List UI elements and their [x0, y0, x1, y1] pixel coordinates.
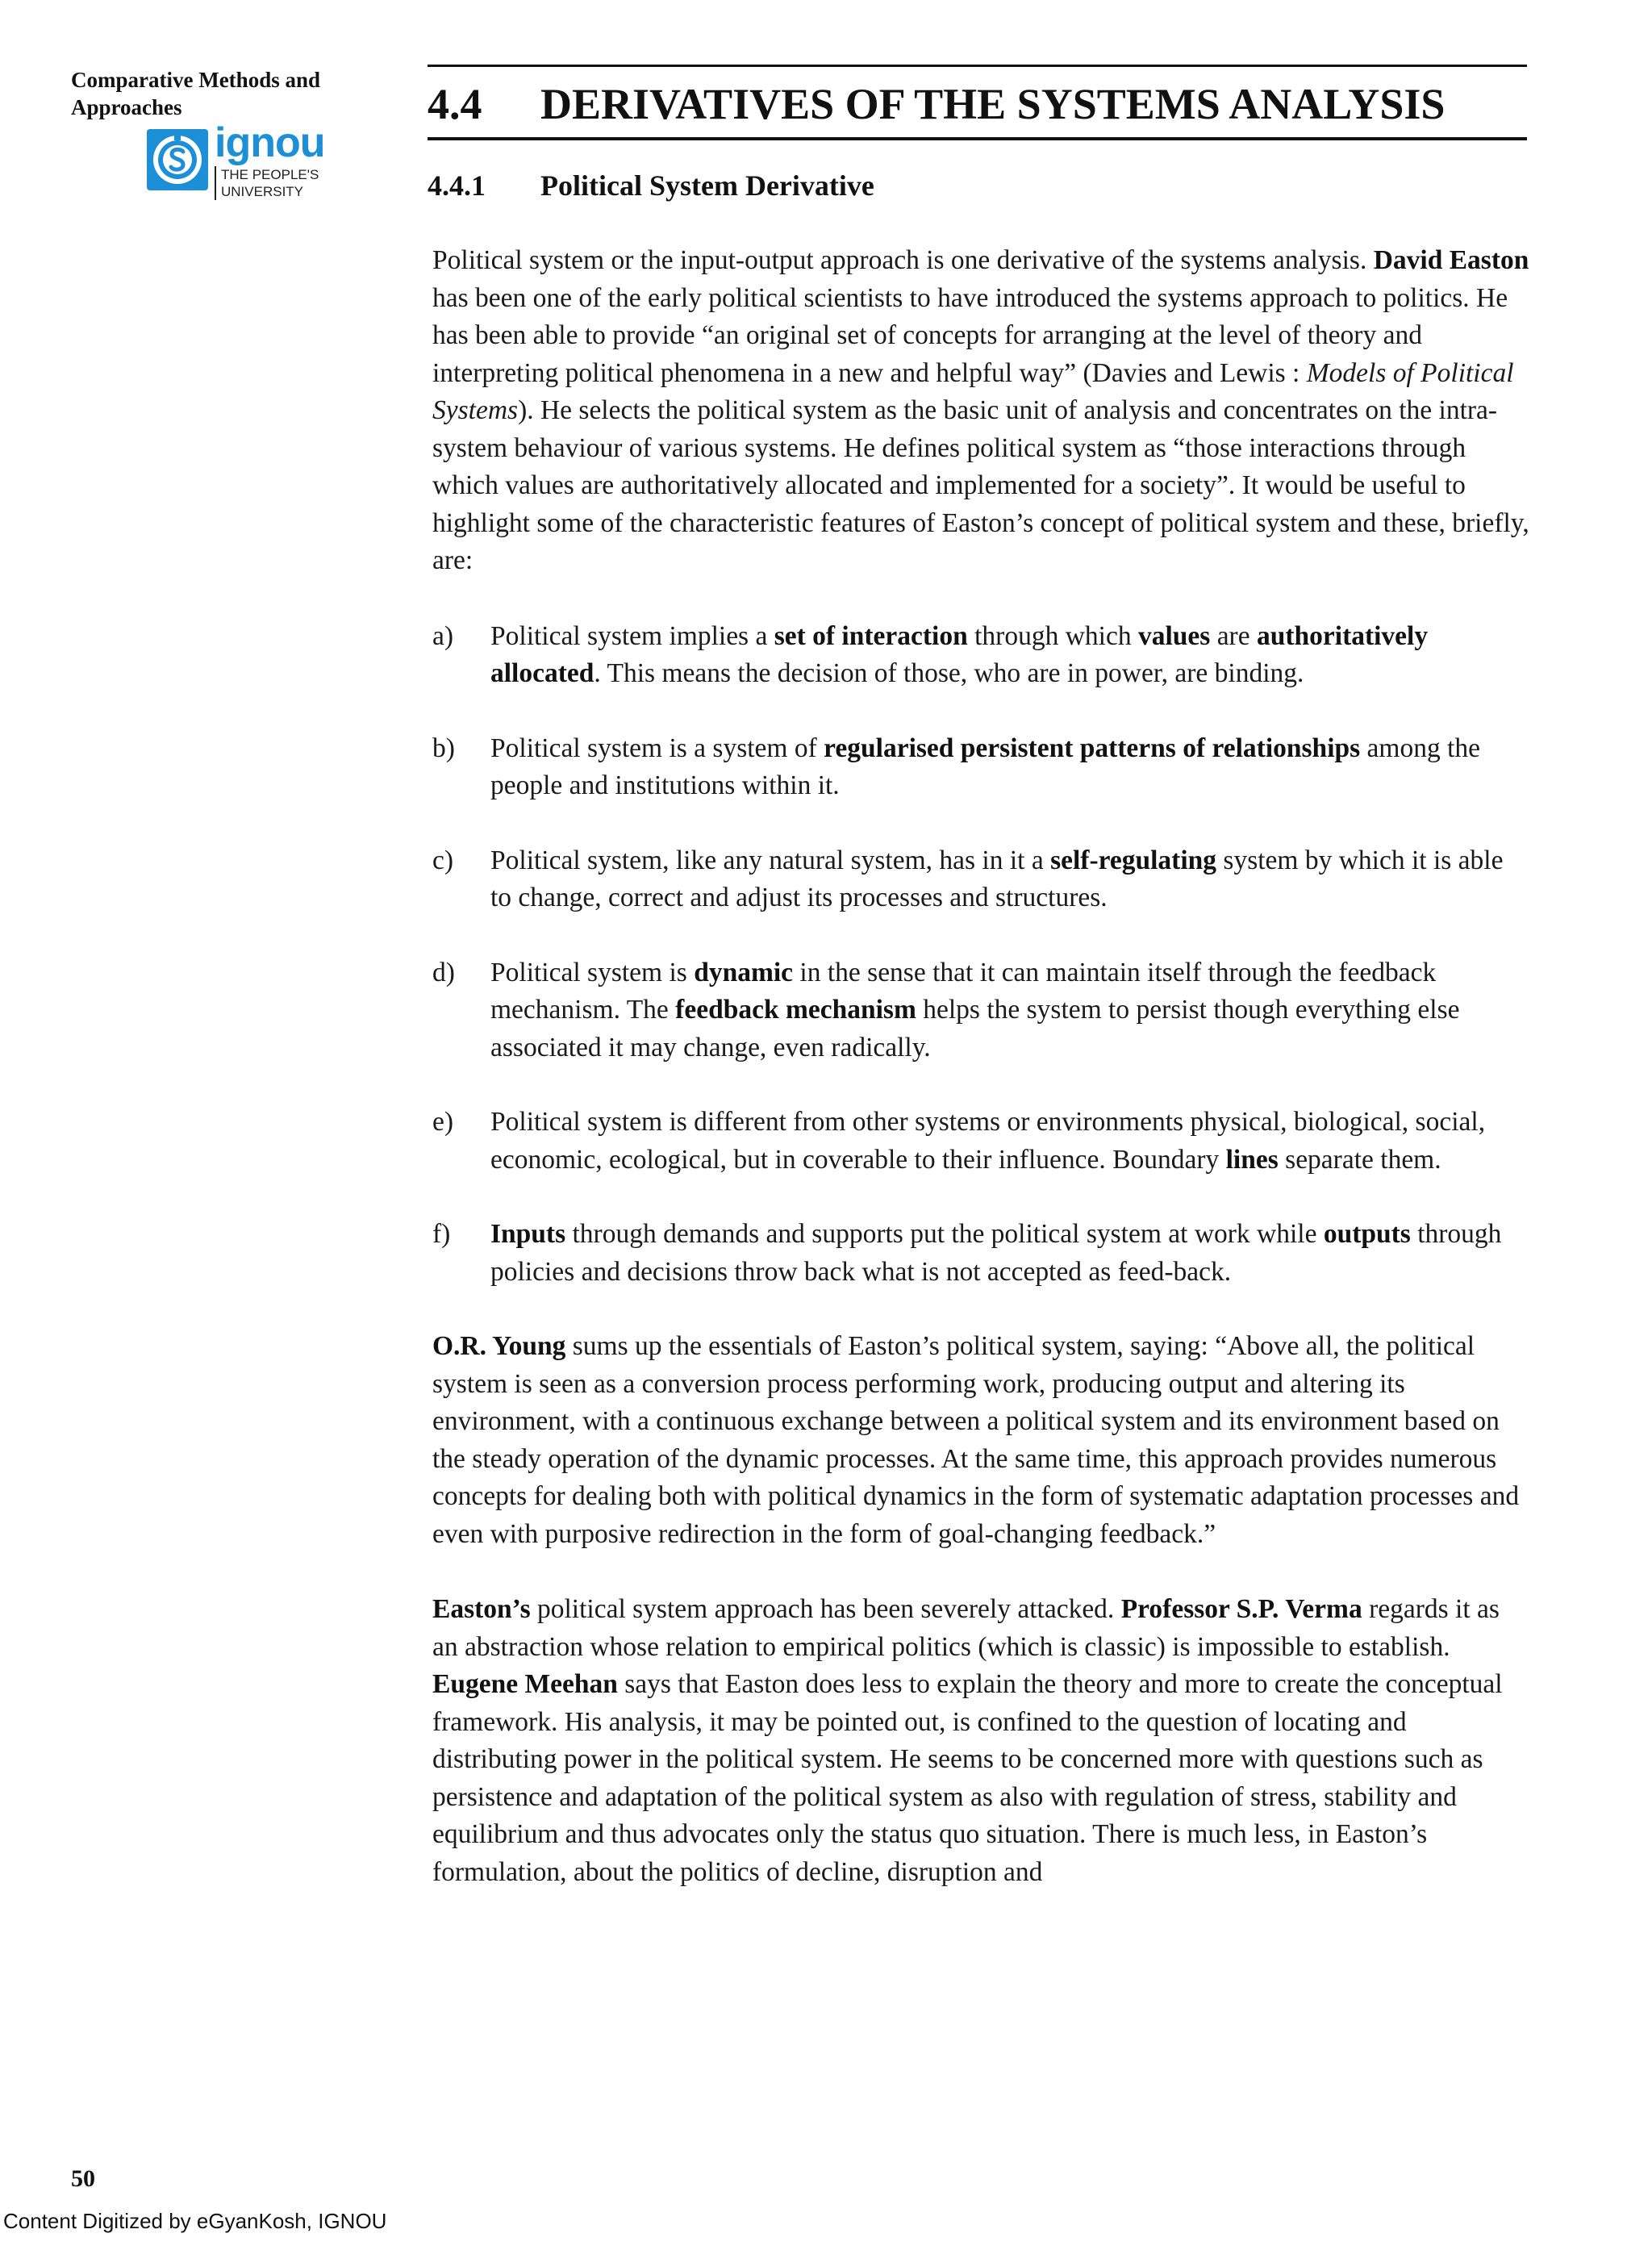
feature-list — [432, 618, 1529, 1292]
paragraph-intro: Political system or the input-output approach is one derivative of the systems analysis. David Easton has been one of the early political scientists to have introduced the systems approach to politics. He has been able to provide “an original set of concepts for arranging at the level of theory and interpreting political phenomena in a new and helpful way” (Davies and Lewis : Models of Political Systems). He selects the political system as the basic unit of analysis and concentrates on the intra-system behaviour of various systems. He defines political system as “those interactions through which values are authoritatively allocated and implemented for a society”. It would be useful to highlight some of the characteristic features of Easton’s concept of political system and these, briefly, are: — [432, 245, 1529, 575]
logo-name: ignou — [215, 119, 325, 166]
body-text — [432, 242, 1529, 1929]
subsection-heading — [428, 166, 874, 205]
list-item — [432, 1216, 1529, 1291]
logo-tagline-line: THE PEOPLE'S — [221, 167, 319, 182]
subsection-number: 4.4.1 — [428, 169, 486, 202]
subsection-title: Political System Derivative — [540, 169, 874, 202]
list-item-text: Political system is dynamic in the sense that it can maintain itself through the feedback mechanism. The feedback mechanism helps the system to persist though everything else associated it may change, even radically. — [490, 957, 1460, 1062]
list-item-text: Political system is a system of regularised persistent patterns of relationships among the people and institutions within it. — [490, 733, 1481, 800]
list-item — [432, 842, 1529, 917]
section-title: DERIVATIVES OF THE SYSTEMS ANALYSIS — [540, 80, 1446, 128]
page-number: 50 — [71, 2165, 95, 2192]
running-head-line: Comparative Methods and — [71, 68, 320, 92]
list-item-label: a) — [432, 620, 454, 651]
list-item-label: c) — [432, 845, 454, 875]
list-item — [432, 1104, 1529, 1179]
ignou-logo — [145, 119, 347, 211]
logo-tagline — [215, 166, 325, 200]
list-item — [432, 730, 1529, 805]
section-heading — [428, 77, 1445, 131]
list-item-label: b) — [432, 733, 455, 763]
running-head — [71, 66, 320, 121]
list-item-text: Political system implies a set of interaction through which values are authoritatively allocated. This means the decision of those, who are in power, are binding. — [490, 620, 1429, 688]
list-item-text: Political system, like any natural system, has in it a self-regulating system by which it is able to change, correct and adjust its processes and structures. — [490, 845, 1504, 912]
section-number: 4.4 — [428, 80, 482, 128]
logo-tagline-line: UNIVERSITY — [221, 184, 304, 199]
section-rule-bottom — [428, 137, 1527, 140]
list-item — [432, 954, 1529, 1067]
list-item-text: Inputs through demands and supports put the political system at work while outputs through policies and decisions throw back what is not accepted as feed-back. — [490, 1219, 1502, 1287]
list-item-label: e) — [432, 1107, 454, 1137]
ignou-emblem-icon — [145, 127, 210, 192]
paragraph-young: O.R. Young sums up the essentials of Easton’s political system, saying: “Above all, the political system is seen as a conversion process performing work, producing output and altering its environment, with a continuous exchange between a political system and its environment based on the steady operation of the dynamic processes. At the same time, this approach provides numerous concepts for dealing both with political dynamics in the form of systematic adaptation processes and even with purposive redirection in the form of goal-changing feedback.” — [432, 1331, 1520, 1549]
list-item-label: d) — [432, 957, 455, 987]
list-item-label: f) — [432, 1219, 451, 1249]
section-rule-top — [428, 65, 1527, 67]
footer-credit: Content Digitized by eGyanKosh, IGNOU — [3, 2209, 387, 2233]
running-head-line: Approaches — [71, 95, 182, 119]
paragraph-criticism: Easton’s political system approach has been severely attacked. Professor S.P. Verma regards it as an abstraction whose relation to empirical politics (which is classic) is impossible to establish. Eugene Meehan says that Easton does less to explain the theory and more to create the conceptual framework. His analysis, it may be pointed out, is confined to the question of locating and distributing power in the political system. He seems to be concerned more with questions such as persistence and adaptation of the political system as also with regulation of stress, stability and equilibrium and thus advocates only the status quo situation. There is much less, in Easton’s formulation, about the politics of decline, disruption and — [432, 1594, 1503, 1887]
list-item-text: Political system is different from other systems or environments physical, biological, social, economic, ecological, but in coverable to their influence. Boundary lines separate them. — [490, 1107, 1486, 1175]
list-item — [432, 618, 1529, 693]
